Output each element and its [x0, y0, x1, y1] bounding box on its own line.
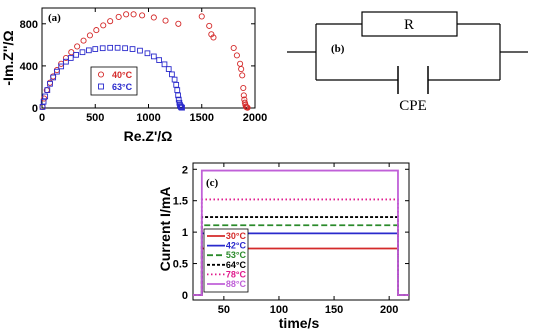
data-point-63c	[68, 56, 73, 61]
y-tick-label: 0	[181, 289, 188, 302]
data-point-63c	[174, 82, 179, 87]
x-tick-label: 1000	[136, 112, 161, 124]
data-point-40c	[140, 13, 145, 18]
data-point-63c	[74, 52, 79, 57]
data-point-63c	[123, 46, 128, 51]
resistor-label: R	[403, 17, 415, 33]
data-point-40c	[240, 73, 245, 78]
data-point-40c	[69, 50, 74, 55]
data-point-63c	[151, 54, 156, 59]
legend-label: 53°C	[225, 250, 246, 261]
data-point-40c	[231, 45, 236, 50]
nyquist-chart	[0, 8, 267, 144]
legend-label: 88°C	[225, 279, 246, 289]
data-point-63c	[172, 77, 177, 82]
data-point-63c	[157, 58, 162, 63]
panel-a-label: (a)	[48, 12, 61, 24]
legend-label-40c: 40°C	[112, 70, 133, 80]
nyquist-points	[40, 12, 250, 111]
data-point-63c	[162, 62, 167, 67]
legend-label: 42°C	[225, 240, 246, 251]
data-point-40c	[151, 15, 156, 20]
data-point-40c	[94, 28, 99, 33]
data-point-40c	[239, 66, 244, 71]
current-time-chart	[157, 163, 409, 331]
data-point-63c	[86, 48, 91, 53]
data-point-40c	[116, 14, 121, 19]
data-point-40c	[75, 44, 80, 49]
legend-label: 30°C	[225, 231, 246, 241]
x-tick-label: 2000	[242, 112, 268, 124]
x-tick-label: 500	[86, 112, 105, 124]
legend-label-63c: 63°C	[112, 82, 133, 92]
data-point-63c	[130, 47, 135, 52]
y-tick-label: 2	[181, 164, 188, 177]
data-point-40c	[237, 61, 242, 66]
current-legend	[204, 229, 248, 292]
nyquist-x-axis-label: Re.Z'/Ω	[123, 128, 173, 144]
data-point-63c	[100, 46, 105, 51]
x-tick-label: 50	[217, 304, 230, 316]
data-point-40c	[176, 21, 181, 26]
data-point-40c	[63, 55, 68, 60]
y-tick-label: 400	[19, 60, 38, 73]
current-x-axis-label: time/s	[278, 315, 320, 331]
data-point-40c	[81, 38, 86, 43]
current-y-axis-label: Current I/mA	[157, 186, 173, 272]
legend-label: 78°C	[225, 269, 246, 280]
y-tick-label: 1.5	[172, 195, 188, 208]
panel-b-label: (b)	[331, 43, 345, 55]
data-point-40c	[40, 104, 45, 109]
data-point-63c	[170, 72, 175, 77]
x-tick-label: 150	[324, 304, 344, 316]
data-point-40c	[131, 12, 136, 17]
y-tick-label: 1	[181, 227, 188, 240]
x-tick-label: 100	[269, 304, 289, 316]
cpe-label: CPE	[399, 98, 427, 114]
legend-label: 64°C	[225, 259, 246, 270]
data-point-63c	[138, 48, 143, 53]
data-point-63c	[93, 47, 98, 52]
equivalent-circuit	[287, 12, 528, 114]
data-point-40c	[47, 80, 52, 85]
data-point-63c	[108, 45, 113, 50]
data-point-40c	[87, 33, 92, 38]
data-point-40c	[241, 85, 246, 90]
data-point-63c	[145, 51, 150, 56]
panel-c-label: (c)	[206, 177, 219, 189]
data-point-40c	[51, 74, 56, 79]
y-tick-label: 800	[19, 18, 38, 31]
nyquist-plot-frame	[42, 8, 255, 108]
data-point-40c	[108, 19, 113, 24]
data-point-40c	[199, 14, 204, 19]
data-point-40c	[124, 12, 129, 17]
data-point-40c	[163, 18, 168, 23]
data-point-40c	[207, 23, 212, 28]
data-point-40c	[101, 23, 106, 28]
nyquist-legend	[91, 67, 137, 95]
y-tick-label: 0.5	[172, 258, 188, 271]
y-tick-label: 0	[31, 103, 38, 115]
data-point-63c	[115, 45, 120, 50]
x-tick-label: 1500	[189, 112, 214, 124]
nyquist-ticks	[20, 8, 268, 124]
x-tick-label: 200	[379, 304, 399, 316]
data-point-63c	[175, 88, 180, 93]
data-point-40c	[234, 53, 239, 58]
x-tick-label: 0	[38, 112, 46, 124]
data-point-63c	[80, 50, 85, 55]
data-point-63c	[166, 67, 171, 72]
nyquist-y-axis-label: -Im.Z''/Ω	[0, 30, 16, 86]
